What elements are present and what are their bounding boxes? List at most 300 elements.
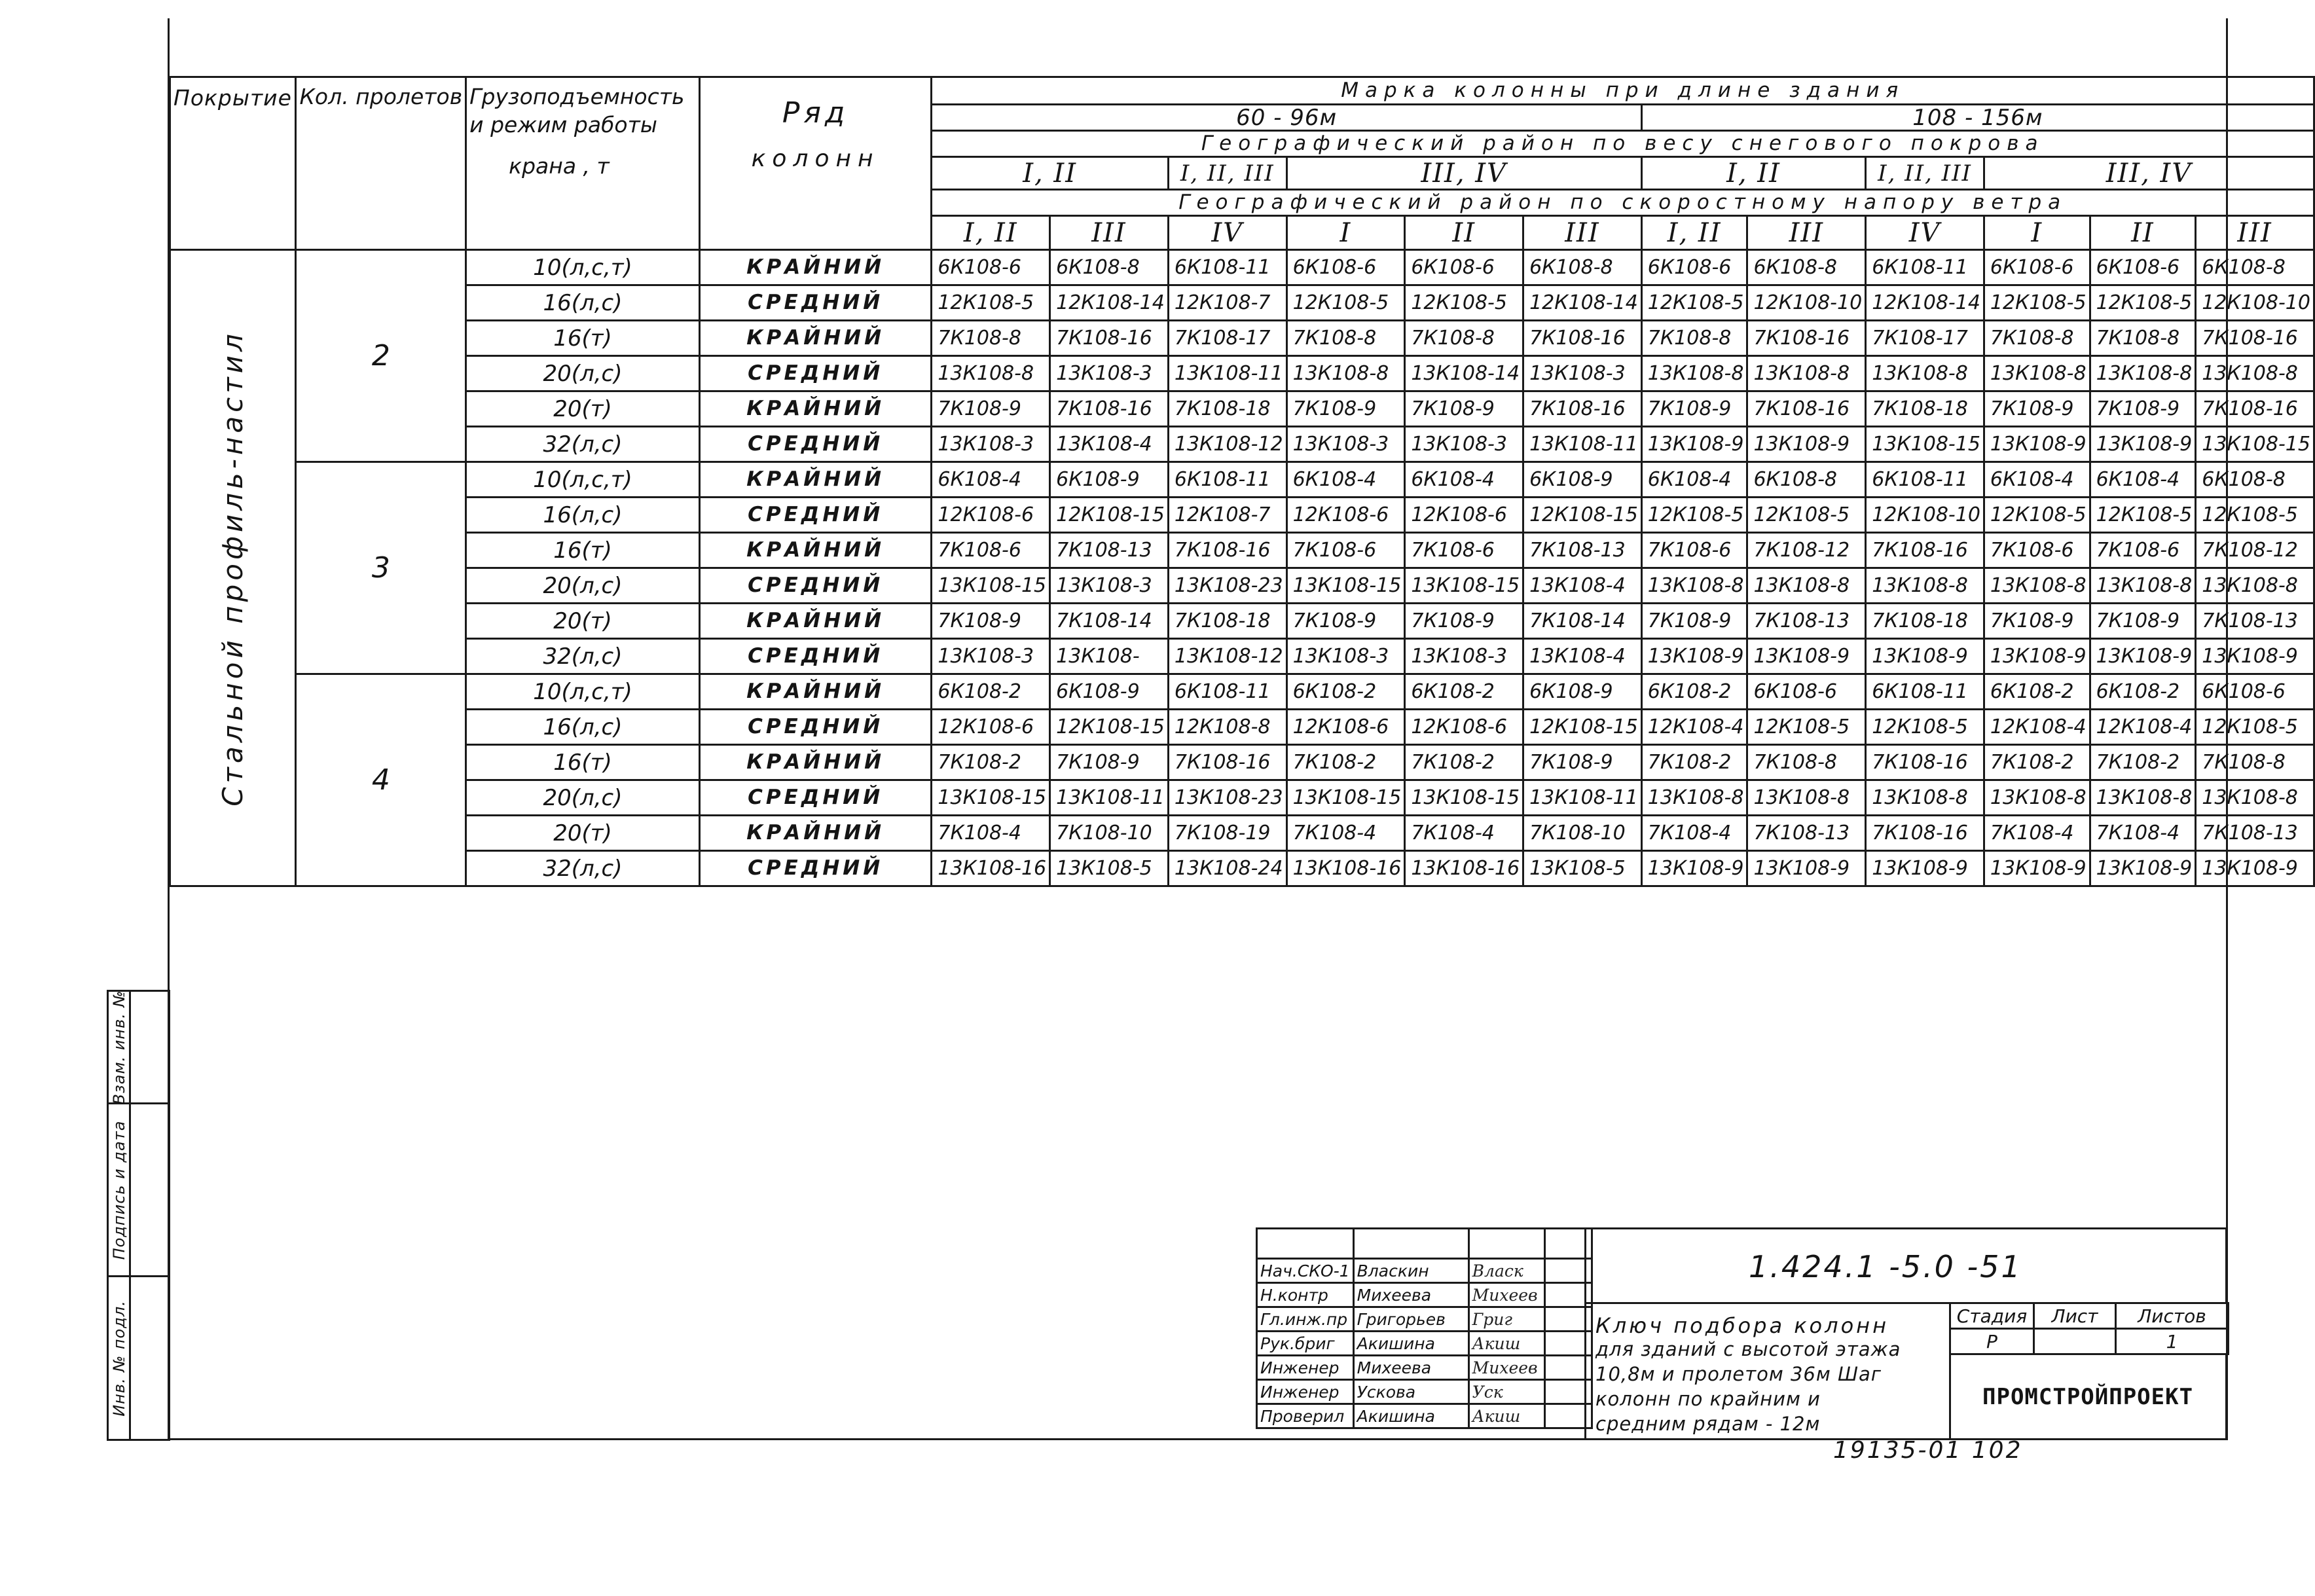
- column-mark-cell: 7К108-8: [932, 321, 1050, 356]
- column-mark-cell: 12К108-4: [1984, 710, 2090, 745]
- column-mark-cell: 6К108-6: [2196, 674, 2314, 710]
- column-mark-cell: 7К108-18: [1168, 604, 1286, 639]
- column-mark-cell: 7К108-16: [1523, 321, 1642, 356]
- column-mark-cell: 12К108-7: [1168, 498, 1286, 533]
- column-mark-cell: 7К108-6: [2090, 533, 2196, 568]
- signature-row: [1257, 1259, 1592, 1283]
- column-mark-cell: 13К108-9: [1641, 639, 1747, 674]
- column-mark-cell: 13К108-8: [1747, 780, 1866, 816]
- column-mark-cell: 7К108-9: [1286, 391, 1405, 427]
- column-mark-cell: 12К108-5: [1984, 285, 2090, 321]
- column-mark-cell: 7К108-12: [1747, 533, 1866, 568]
- signature-row: [1257, 1283, 1592, 1307]
- column-row-kind-cell: КРАЙНИЙ: [699, 816, 932, 851]
- sheets-label: Листов: [2116, 1303, 2229, 1329]
- signature-name: Михеева: [1353, 1356, 1468, 1380]
- column-mark-cell: 13К108-9: [1747, 639, 1866, 674]
- column-mark-cell: 6К108-2: [1984, 674, 2090, 710]
- column-mark-cell: 6К108-11: [1168, 674, 1286, 710]
- column-mark-cell: 6К108-2: [1405, 674, 1523, 710]
- column-mark-cell: 13К108-15: [1866, 427, 1984, 462]
- column-mark-cell: 13К108-3: [1405, 427, 1523, 462]
- crane-capacity-cell: 20(л,с): [466, 780, 700, 816]
- column-mark-cell: 13К108-12: [1168, 639, 1286, 674]
- column-mark-cell: 7К108-13: [1747, 604, 1866, 639]
- column-mark-cell: 7К108-6: [1984, 533, 2090, 568]
- column-mark-cell: 6К108-4: [2090, 462, 2196, 498]
- replace-inv-field: [130, 991, 170, 1104]
- column-mark-cell: 7К108-19: [1168, 816, 1286, 851]
- replace-inv-label: Взам. инв. №: [108, 991, 130, 1104]
- column-mark-cell: 7К108-6: [932, 533, 1050, 568]
- column-mark-cell: 12К108-14: [1050, 285, 1169, 321]
- sig-empty: [1468, 1229, 1544, 1259]
- column-mark-cell: 7К108-13: [2196, 604, 2314, 639]
- column-mark-cell: 12К108-15: [1050, 498, 1169, 533]
- wind-group-6: III: [1523, 216, 1642, 250]
- wind-region-header: Географический район по скоростному напору ветра: [932, 190, 2314, 216]
- wind-group-5: II: [1405, 216, 1523, 250]
- inv-original-field: [130, 1277, 170, 1440]
- column-row-kind-cell: СРЕДНИЙ: [699, 498, 932, 533]
- column-mark-cell: 12К108-10: [2196, 285, 2314, 321]
- signature-row: [1257, 1404, 1592, 1428]
- column-mark-cell: 12К108-8: [1168, 710, 1286, 745]
- column-mark-cell: 7К108-8: [1286, 321, 1405, 356]
- column-mark-cell: 7К108-4: [1984, 816, 2090, 851]
- column-mark-cell: 12К108-4: [2090, 710, 2196, 745]
- snow-group-5: I, II, III: [1866, 157, 1984, 190]
- sign-date-label: Подпись и дата: [108, 1104, 130, 1277]
- table-row: [170, 745, 2314, 780]
- column-mark-cell: 6К108-2: [2090, 674, 2196, 710]
- column-mark-cell: 6К108-8: [1747, 462, 1866, 498]
- column-mark-cell: 6К108-11: [1866, 250, 1984, 285]
- column-row-kind-cell: СРЕДНИЙ: [699, 851, 932, 886]
- column-mark-cell: 13К108-3: [1286, 639, 1405, 674]
- column-mark-cell: 13К108-3: [1405, 639, 1523, 674]
- signature-row: [1257, 1356, 1592, 1380]
- column-mark-cell: 7К108-14: [1050, 604, 1169, 639]
- column-mark-cell: 13К108-9: [2090, 851, 2196, 886]
- table-row: [170, 462, 2314, 498]
- organization-name: ПРОМСТРОЙПРОЕКТ: [1982, 1384, 2194, 1410]
- table-row: [170, 533, 2314, 568]
- column-mark-cell: 6К108-4: [1641, 462, 1747, 498]
- column-mark-cell: 7К108-16: [1050, 391, 1169, 427]
- column-mark-cell: 13К108-24: [1168, 851, 1286, 886]
- crane-capacity-cell: 10(л,с,т): [466, 462, 700, 498]
- signature-role: Гл.инж.пр: [1257, 1307, 1354, 1332]
- column-mark-cell: 12К108-6: [932, 498, 1050, 533]
- signature-role: Рук.бриг: [1257, 1332, 1354, 1356]
- spans-count-cell: 2: [296, 250, 466, 462]
- crane-capacity-cell: 20(т): [466, 391, 700, 427]
- column-mark-cell: 7К108-9: [1641, 391, 1747, 427]
- column-mark-cell: 13К108-8: [1286, 356, 1405, 391]
- signature-sign: Власк: [1468, 1259, 1544, 1283]
- column-row-kind-cell: СРЕДНИЙ: [699, 639, 932, 674]
- column-mark-cell: 6К108-2: [1641, 674, 1747, 710]
- column-mark-cell: 13К108-16: [1286, 851, 1405, 886]
- column-mark-cell: 7К108-2: [1984, 745, 2090, 780]
- signature-role: Инженер: [1257, 1380, 1354, 1404]
- column-mark-cell: 6К108-8: [1050, 250, 1169, 285]
- sheet-value: [2034, 1329, 2116, 1354]
- column-mark-cell: 13К108-9: [1984, 427, 2090, 462]
- crane-capacity-cell: 32(л,с): [466, 639, 700, 674]
- column-mark-cell: 13К108-9: [1984, 851, 2090, 886]
- signature-row: [1257, 1380, 1592, 1404]
- column-row-kind-cell: СРЕДНИЙ: [699, 427, 932, 462]
- table-row: [170, 285, 2314, 321]
- column-mark-cell: 6К108-11: [1866, 674, 1984, 710]
- column-mark-cell: 7К108-9: [1641, 604, 1747, 639]
- column-mark-cell: 13К108-11: [1523, 780, 1642, 816]
- column-mark-cell: 13К108-9: [2090, 427, 2196, 462]
- snow-group-3: III, IV: [1286, 157, 1641, 190]
- column-mark-cell: 7К108-9: [1984, 391, 2090, 427]
- column-mark-header: Марка колонны при длине здания: [932, 77, 2314, 105]
- column-mark-cell: 6К108-6: [1984, 250, 2090, 285]
- column-mark-cell: 7К108-9: [932, 391, 1050, 427]
- column-mark-cell: 6К108-6: [1405, 250, 1523, 285]
- column-mark-cell: 6К108-4: [1984, 462, 2090, 498]
- wind-group-2: III: [1050, 216, 1169, 250]
- column-mark-cell: 7К108-13: [1747, 816, 1866, 851]
- column-mark-cell: 7К108-8: [1641, 321, 1747, 356]
- column-row-kind-cell: КРАЙНИЙ: [699, 745, 932, 780]
- signature-role: Нач.СКО-1: [1257, 1259, 1354, 1283]
- column-mark-cell: 7К108-8: [2090, 321, 2196, 356]
- document-description-box: [1584, 1302, 1951, 1440]
- column-mark-cell: 7К108-9: [1984, 604, 2090, 639]
- column-mark-cell: 13К108-9: [2196, 851, 2314, 886]
- column-mark-cell: 13К108-15: [1286, 568, 1405, 604]
- column-mark-cell: 13К108-3: [932, 639, 1050, 674]
- column-mark-cell: 12К108-10: [1866, 498, 1984, 533]
- column-mark-cell: 13К108-3: [1050, 568, 1169, 604]
- column-mark-cell: 6К108-4: [1405, 462, 1523, 498]
- column-mark-cell: 12К108-5: [2196, 498, 2314, 533]
- signature-name: Акишина: [1353, 1332, 1468, 1356]
- column-mark-cell: 12К108-5: [932, 285, 1050, 321]
- column-mark-cell: 13К108-12: [1168, 427, 1286, 462]
- description-line-3: 10,8м и пролетом 36м Шаг: [1595, 1363, 1882, 1385]
- column-mark-cell: 13К108-5: [1050, 851, 1169, 886]
- binding-strip: [107, 990, 170, 1441]
- column-row-kind-cell: КРАЙНИЙ: [699, 250, 932, 285]
- organization-box: [1949, 1353, 2227, 1440]
- table-row: [170, 639, 2314, 674]
- column-mark-cell: 7К108-9: [932, 604, 1050, 639]
- sig-empty: [1353, 1229, 1468, 1259]
- column-mark-cell: 13К108-4: [1523, 568, 1642, 604]
- column-mark-cell: 7К108-8: [1405, 321, 1523, 356]
- column-mark-cell: 12К108-5: [2090, 498, 2196, 533]
- covering-type-cell: [170, 250, 296, 886]
- column-mark-cell: 7К108-6: [1286, 533, 1405, 568]
- column-mark-cell: 12К108-5: [1747, 498, 1866, 533]
- column-mark-cell: 6К108-8: [2196, 462, 2314, 498]
- column-mark-cell: 13К108-11: [1050, 780, 1169, 816]
- column-row-kind-cell: КРАЙНИЙ: [699, 462, 932, 498]
- table-row: [170, 851, 2314, 886]
- column-mark-cell: 7К108-16: [1747, 321, 1866, 356]
- signature-name: Акишина: [1353, 1404, 1468, 1428]
- table-row: [170, 780, 2314, 816]
- signature-sign: Григ: [1468, 1307, 1544, 1332]
- snow-group-6: III, IV: [1984, 157, 2314, 190]
- column-mark-cell: 12К108-5: [1405, 285, 1523, 321]
- column-mark-cell: 12К108-6: [932, 710, 1050, 745]
- column-mark-cell: 12К108-5: [2090, 285, 2196, 321]
- archive-number: 19135-01 102: [1833, 1437, 2023, 1464]
- column-mark-cell: 7К108-10: [1050, 816, 1169, 851]
- column-mark-cell: 6К108-4: [1286, 462, 1405, 498]
- column-mark-cell: 13К108-8: [1641, 568, 1747, 604]
- column-mark-cell: 13К108-8: [1747, 568, 1866, 604]
- column-selection-table: [169, 76, 2315, 887]
- snow-group-1: I, II: [932, 157, 1168, 190]
- signature-role: Проверил: [1257, 1404, 1354, 1428]
- signature-role: Н.контр: [1257, 1283, 1354, 1307]
- signature-name: Власкин: [1353, 1259, 1468, 1283]
- column-mark-cell: 7К108-12: [2196, 533, 2314, 568]
- column-mark-cell: 12К108-15: [1050, 710, 1169, 745]
- spans-count-header: Кол. пролетов: [296, 77, 466, 250]
- column-mark-cell: 13К108-9: [2090, 639, 2196, 674]
- column-mark-cell: 13К108-9: [1866, 639, 1984, 674]
- column-mark-cell: 12К108-10: [1747, 285, 1866, 321]
- column-mark-cell: 7К108-9: [1405, 391, 1523, 427]
- crane-capacity-cell: 20(т): [466, 816, 700, 851]
- column-mark-cell: 7К108-4: [2090, 816, 2196, 851]
- column-mark-cell: 7К108-16: [2196, 391, 2314, 427]
- table-row: [170, 321, 2314, 356]
- column-mark-cell: 7К108-6: [1405, 533, 1523, 568]
- column-mark-cell: 13К108-11: [1168, 356, 1286, 391]
- column-mark-cell: 13К108-9: [1747, 427, 1866, 462]
- column-mark-cell: 12К108-15: [1523, 498, 1642, 533]
- stage-table: [1949, 1302, 2229, 1355]
- table-row: [170, 568, 2314, 604]
- crane-capacity-cell: 16(л,с): [466, 285, 700, 321]
- column-mark-cell: 13К108-8: [2090, 356, 2196, 391]
- column-row-kind-cell: КРАЙНИЙ: [699, 391, 932, 427]
- column-row-kind-cell: КРАЙНИЙ: [699, 321, 932, 356]
- crane-capacity-cell: 32(л,с): [466, 427, 700, 462]
- signature-row: [1257, 1307, 1592, 1332]
- signature-sign: Уск: [1468, 1380, 1544, 1404]
- column-mark-cell: 12К108-14: [1866, 285, 1984, 321]
- column-row-kind-cell: КРАЙНИЙ: [699, 604, 932, 639]
- table-row: [170, 250, 2314, 285]
- column-mark-cell: 13К108-8: [1984, 356, 2090, 391]
- column-mark-cell: 12К108-6: [1405, 710, 1523, 745]
- column-mark-cell: 13К108-4: [1050, 427, 1169, 462]
- column-mark-cell: 13К108-9: [1984, 639, 2090, 674]
- column-mark-cell: 13К108-15: [1405, 780, 1523, 816]
- snow-group-4: I, II: [1641, 157, 1865, 190]
- column-mark-cell: 7К108-16: [1168, 745, 1286, 780]
- column-mark-cell: 13К108-8: [1866, 780, 1984, 816]
- signature-table: [1256, 1227, 1593, 1429]
- wind-group-3: IV: [1168, 216, 1286, 250]
- column-mark-cell: 6К108-8: [1523, 250, 1642, 285]
- column-mark-cell: 13К108-9: [1641, 851, 1747, 886]
- column-mark-cell: 7К108-8: [1984, 321, 2090, 356]
- column-mark-cell: 7К108-16: [1866, 816, 1984, 851]
- wind-group-4: I: [1286, 216, 1405, 250]
- column-mark-cell: 6К108-6: [1747, 674, 1866, 710]
- description-line-5: средним рядам - 12м: [1595, 1413, 1821, 1435]
- column-mark-cell: 13К108-15: [932, 568, 1050, 604]
- column-mark-cell: 7К108-2: [2090, 745, 2196, 780]
- column-mark-cell: 7К108-4: [1405, 816, 1523, 851]
- column-mark-cell: 13К108-9: [1866, 851, 1984, 886]
- spans-count-cell: 3: [296, 462, 466, 674]
- column-mark-cell: 7К108-6: [1641, 533, 1747, 568]
- column-mark-cell: 7К108-4: [1286, 816, 1405, 851]
- column-mark-cell: 12К108-4: [1641, 710, 1747, 745]
- table-row: [170, 391, 2314, 427]
- table-row: [170, 816, 2314, 851]
- column-row-header: Ряд колонн: [699, 77, 932, 250]
- wind-group-8: III: [1747, 216, 1866, 250]
- column-mark-cell: 13К108-15: [1405, 568, 1523, 604]
- column-mark-cell: 6К108-9: [1523, 462, 1642, 498]
- column-mark-cell: 12К108-6: [1405, 498, 1523, 533]
- sig-empty: [1257, 1229, 1354, 1259]
- column-mark-cell: 13К108-8: [1866, 356, 1984, 391]
- column-mark-cell: 6К108-11: [1168, 462, 1286, 498]
- document-code-box: [1584, 1227, 2227, 1304]
- column-mark-cell: 13К108-23: [1168, 568, 1286, 604]
- column-mark-cell: 6К108-4: [932, 462, 1050, 498]
- column-mark-cell: 7К108-9: [2090, 391, 2196, 427]
- table-row: [170, 710, 2314, 745]
- column-mark-cell: 6К108-6: [1641, 250, 1747, 285]
- crane-capacity-cell: 10(л,с,т): [466, 674, 700, 710]
- column-mark-cell: 13К108-3: [932, 427, 1050, 462]
- length-108-156-header: 108 - 156м: [1641, 105, 2314, 131]
- column-mark-cell: 12К108-6: [1286, 710, 1405, 745]
- crane-capacity-cell: 16(т): [466, 745, 700, 780]
- column-mark-cell: 13К108-8: [2196, 568, 2314, 604]
- covering-type-label: Стальной профиль-настил: [216, 329, 249, 807]
- sheet-label: Лист: [2034, 1303, 2116, 1329]
- column-mark-cell: 12К108-7: [1168, 285, 1286, 321]
- column-mark-cell: 13К108-8: [1984, 568, 2090, 604]
- column-mark-cell: 7К108-14: [1523, 604, 1642, 639]
- stage-label: Стадия: [1950, 1303, 2034, 1329]
- column-mark-cell: 13К108-4: [1523, 639, 1642, 674]
- column-row-kind-cell: КРАЙНИЙ: [699, 533, 932, 568]
- column-mark-cell: 7К108-17: [1866, 321, 1984, 356]
- column-mark-cell: 7К108-18: [1866, 391, 1984, 427]
- column-mark-cell: 12К108-5: [1641, 285, 1747, 321]
- signature-role: Инженер: [1257, 1356, 1354, 1380]
- column-row-kind-cell: СРЕДНИЙ: [699, 356, 932, 391]
- column-mark-cell: 12К108-5: [1984, 498, 2090, 533]
- wind-group-9: IV: [1866, 216, 1984, 250]
- signature-sign: Акиш: [1468, 1332, 1544, 1356]
- signature-sign: Михеев: [1468, 1283, 1544, 1307]
- snow-region-header: Географический район по весу снегового покрова: [932, 131, 2314, 157]
- column-mark-cell: 6К108-11: [1866, 462, 1984, 498]
- column-mark-cell: 7К108-2: [1405, 745, 1523, 780]
- column-mark-cell: 7К108-18: [1168, 391, 1286, 427]
- column-mark-cell: 6К108-2: [932, 674, 1050, 710]
- wind-group-11: II: [2090, 216, 2196, 250]
- signature-row: [1257, 1332, 1592, 1356]
- crane-capacity-cell: 16(т): [466, 533, 700, 568]
- column-mark-cell: 12К108-5: [1866, 710, 1984, 745]
- column-mark-cell: 6К108-6: [1286, 250, 1405, 285]
- column-mark-cell: 13К108-8: [1641, 780, 1747, 816]
- column-mark-cell: 7К108-2: [1286, 745, 1405, 780]
- column-row-kind-cell: СРЕДНИЙ: [699, 780, 932, 816]
- column-mark-cell: 13К108-8: [2196, 356, 2314, 391]
- column-mark-cell: 7К108-8: [2196, 745, 2314, 780]
- column-mark-cell: 13К108-11: [1523, 427, 1642, 462]
- column-mark-cell: 7К108-9: [2090, 604, 2196, 639]
- column-mark-cell: 13К108-8: [2090, 780, 2196, 816]
- stage-value: Р: [1950, 1329, 2034, 1354]
- table-row: [170, 498, 2314, 533]
- column-mark-cell: 7К108-4: [932, 816, 1050, 851]
- column-mark-cell: 7К108-13: [2196, 816, 2314, 851]
- description-line-4: колонн по крайним и: [1595, 1388, 1821, 1410]
- column-mark-cell: 6К108-9: [1523, 674, 1642, 710]
- column-mark-cell: 6К108-6: [2090, 250, 2196, 285]
- column-mark-cell: 7К108-9: [1286, 604, 1405, 639]
- crane-capacity-header: Грузоподъемность и режим работы крана , т: [466, 77, 700, 250]
- column-mark-cell: 7К108-4: [1641, 816, 1747, 851]
- covering-header: Покрытие: [170, 77, 296, 250]
- column-mark-cell: 7К108-18: [1866, 604, 1984, 639]
- column-mark-cell: 12К108-14: [1523, 285, 1642, 321]
- column-mark-cell: 7К108-10: [1523, 816, 1642, 851]
- column-row-kind-cell: СРЕДНИЙ: [699, 710, 932, 745]
- column-mark-cell: 6К108-9: [1050, 462, 1169, 498]
- column-mark-cell: 6К108-11: [1168, 250, 1286, 285]
- column-mark-cell: 13К108-8: [1641, 356, 1747, 391]
- signature-name: Григорьев: [1353, 1307, 1468, 1332]
- column-mark-cell: 7К108-16: [1523, 391, 1642, 427]
- column-mark-cell: 6К108-2: [1286, 674, 1405, 710]
- crane-capacity-cell: 20(л,с): [466, 568, 700, 604]
- column-row-kind-cell: СРЕДНИЙ: [699, 285, 932, 321]
- column-mark-cell: 7К108-2: [932, 745, 1050, 780]
- column-mark-cell: 13К108-8: [2196, 780, 2314, 816]
- column-mark-cell: 12К108-5: [1747, 710, 1866, 745]
- column-mark-cell: 13К108-15: [1286, 780, 1405, 816]
- column-mark-cell: 7К108-16: [2196, 321, 2314, 356]
- description-line-1: Ключ подбора колонн: [1595, 1313, 1889, 1338]
- column-mark-cell: 7К108-16: [1866, 745, 1984, 780]
- column-mark-cell: 7К108-16: [1747, 391, 1866, 427]
- column-mark-cell: 7К108-13: [1523, 533, 1642, 568]
- table-row: [170, 356, 2314, 391]
- column-mark-cell: 13К108-23: [1168, 780, 1286, 816]
- document-code: 1.424.1 -5.0 -51: [1749, 1249, 2022, 1284]
- column-mark-cell: 7К108-16: [1050, 321, 1169, 356]
- column-mark-cell: 6К108-8: [1747, 250, 1866, 285]
- column-mark-cell: 7К108-9: [1050, 745, 1169, 780]
- column-row-kind-cell: СРЕДНИЙ: [699, 568, 932, 604]
